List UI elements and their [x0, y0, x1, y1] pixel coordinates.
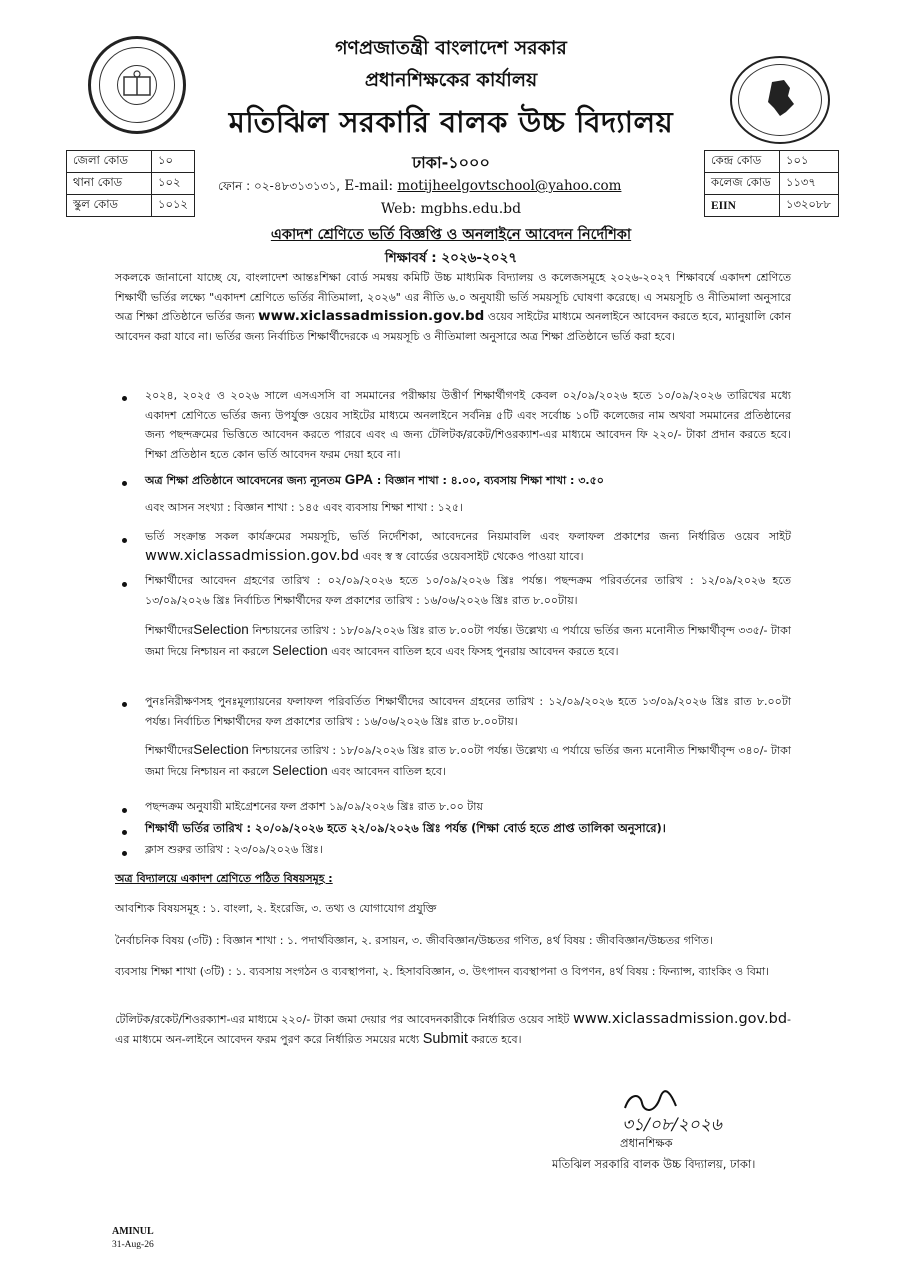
selection-word: Selection [272, 762, 328, 778]
code-value: ১০১২ [152, 195, 195, 217]
admission-url[interactable]: www.xiclassadmission.gov.bd [145, 547, 360, 564]
web-line[interactable]: Web: mgbhs.edu.bd [380, 201, 522, 217]
bullet-eligibility: ২০২৪, ২০২৫ ও ২০২৬ সালে এসএসসি বা সমমানের পরীক্ষায় উত্তীর্ণ শিক্ষার্থীগণই কেবল ০২/০৯/২০২৬ হতে ১০/০৯/২০২৬ তারিখের মধ্যে একাদশ শ্রেণিতে ভর্তির জন্য উপর্যুক্ত ওয়েব সাইটের মাধ্যমে অনলাইনে সর্বনিম্ন ৫টি এবং সর্বোচ্চ ১০টি কলেজের নাম অথবা সমমানের প্রতিষ্ঠানের জন্য পছন্দক্রমের ভিত্তিতে আবেদন করতে পারবে এবং এ জন্য টেলিটক/রকেট/শিওরক্যাশ-এর মাধ্যমে আবেদন ফি ২২০/- টাকা প্রদান করতে হবে। শিক্ষা প্রতিষ্ঠান হতে কোন ভর্তি আবেদন ফরম দেয়া হবে না। [145, 389, 791, 461]
bullet-admission-date: শিক্ষার্থী ভর্তির তারিখ : ২০/০৯/২০২৬ হতে ২২/০৯/২০২৬ খ্রিঃ পর্যন্ত (শিক্ষা বোর্ড হতে প্রাপ্ত তালিকা অনুসারে)। [145, 821, 666, 835]
code-value: ১৩২০৮৮ [780, 195, 839, 217]
email-link[interactable]: motijheelgovtschool@yahoo.com [397, 178, 622, 194]
gpa-values: : বিজ্ঞান শাখা : ৪.০০, ব্যবসায় শিক্ষা শাখা : ৩.৫০ [376, 474, 604, 487]
bullet-dot [122, 808, 127, 813]
code-value: ১১৩৭ [780, 173, 839, 195]
bullet-schedule-info [145, 527, 791, 566]
contact-line [218, 178, 621, 198]
payment-instruction [115, 1010, 791, 1049]
footer-date: 31-Aug-26 [112, 1240, 154, 1250]
payment-end-text: করতে হবে। [471, 1032, 522, 1046]
sel-mid: নিশ্চায়নের তারিখ : ১৮/০৯/২০২৬ খ্রিঃ রাত ৮.০০টা পর্যন্ত। উল্লেখ্য এ পর্যায়ে ভর্তির জন্য মনোনীত শিক্ষার্থীবৃন্দ ৩৩৫/- টাকা জমা দিয়ে নিশ্চায়ন না করলে [145, 624, 791, 658]
admission-url[interactable]: www.xiclassadmission.gov.bd [572, 1011, 788, 1027]
admission-url[interactable]: www.xiclassadmission.gov.bd [258, 308, 485, 324]
notice-title: একাদশ শ্রেণিতে ভর্তি বিজ্ঞপ্তি ও অনলাইনে আবেদন নির্দেশিকা [270, 227, 632, 243]
code-label: EIIN [705, 195, 780, 217]
email-label: E-mail: [344, 178, 394, 194]
compulsory-subjects: আবশ্যিক বিষয়সমূহ : ১. বাংলা, ২. ইংরেজি, ৩. তথ্য ও যোগাযোগ প্রযুক্তি [115, 902, 437, 915]
intro-text: সকলকে জানানো যাচ্ছে যে, বাংলাদেশ আন্তঃশিক্ষা বোর্ড সমন্বয় কমিটি উচ্চ মাধ্যমিক বিদ্যালয় ও কলেজসমূহে ২০২৬-২০২৭ শিক্ষাবর্ষে একাদশ শ্রেণিতে শিক্ষার্থী ভর্তির লক্ষ্যে "একাদশ শ্রেণিতে ভর্তির নীতিমালা, ২০২৬" এর নীতি ৬.০ অনুযায়ী ভর্তি সময়সূচি ঘোষণা করেছে। এ সময়সূচি ও নীতিমালা অনুসারে অত্র শিক্ষা প্রতিষ্ঠানে ভর্তির জন্য [115, 271, 791, 323]
payment-mid-text: -এর মাধ্যমে অন-লাইনে আবেদন ফরম পুরণ করে নির্ধারিত সময়ের মধ্যে [115, 1013, 792, 1046]
bullet-min-gpa [145, 470, 791, 491]
schedule-text: ভর্তি সংক্রান্ত সকল কার্যক্রমের সময়সূচি, ভর্তি নির্দেশিকা, আবেদনের নিয়মাবলি এবং ফলাফল প্রকাশের জন্য নির্ধারিত ওয়েব সাইট [145, 530, 791, 543]
signatory-title: প্রধানশিক্ষক [620, 1136, 673, 1150]
bullet-dot [122, 396, 127, 401]
code-label: কেন্দ্র কোড [705, 151, 780, 173]
bullet-dot [122, 582, 127, 587]
business-subjects: ব্যবসায় শিক্ষা শাখা (৩টি) : ১. ব্যবসায় সংগঠন ও ব্যবস্থাপনা, ২. হিসাববিজ্ঞান, ৩. উৎপাদন ব্যবস্থাপনা ও বিপণন, ৪র্থ বিষয় : ফিন্যান্স, ব্যাংকিং ও বিমা। [115, 965, 770, 978]
office-title: প্রধানশিক্ষকের কার্যালয় [364, 69, 538, 91]
bullet-application-dates: শিক্ষার্থীদের আবেদন গ্রহণের তারিখ : ০২/০৯/২০২৬ হতে ১০/০৯/২০২৬ খ্রিঃ পর্যন্ত। পছন্দক্রম পরিবর্তনের তারিখ : ১২/০৯/২০২৬ হতে ১৩/০৯/২০২৬ খ্রিঃ নির্বাচিত শিক্ষার্থীদের ফল প্রকাশের তারিখ : ১৬/০৬/২০২৬ খ্রিঃ রাত ৮.০০টায়। [145, 574, 791, 607]
gpa-label: GPA [344, 472, 374, 487]
sel-pre: শিক্ষার্থীদের [145, 624, 194, 637]
subjects-heading: অত্র বিদ্যালয়ে একাদশ শ্রেণিতে পঠিত বিষয়সমূহ : [115, 872, 333, 885]
code-value: ১০২ [152, 173, 195, 195]
bullet-dot [122, 538, 127, 543]
bullet-rescrutiny: পুনঃনিরীক্ষণসহ পুনঃমূল্যায়নের ফলাফল পরিবর্তিত শিক্ষার্থীদের আবেদন গ্রহনের তারিখ : ১২/০৯/২০২৬ হতে ১৩/০৯/২০২৬ খ্রিঃ রাত ৮.০০টা পর্যন্ত। নির্বাচিত শিক্ষার্থীদের ফল প্রকাশের তারিখ : ১৬/০৬/২০২৬ খ্রিঃ রাত ৮.০০টায়। [145, 695, 791, 728]
selection-confirmation-1 [145, 620, 791, 661]
code-label: জেলা কোড [67, 151, 152, 173]
seat-count: এবং আসন সংখ্যা : বিজ্ঞান শাখা : ১৪৫ এবং ব্যবসায় শিক্ষা শাখা : ১২৫। [145, 501, 463, 514]
signatory-school: মতিঝিল সরকারি বালক উচ্চ বিদ্যালয়, ঢাকা। [552, 1157, 756, 1171]
selection-word: Selection [272, 642, 328, 658]
submit-word: Submit [422, 1030, 468, 1047]
city-line: ঢাকা-১০০০ [412, 153, 490, 172]
sel-end: এবং আবেদন বাতিল হবে। [331, 764, 446, 778]
code-label: স্কুল কোড [67, 195, 152, 217]
session-line: শিক্ষাবর্ষ : ২০২৬-২০২৭ [384, 250, 518, 266]
school-name: মতিঝিল সরকারি বালক উচ্চ বিদ্যালয় [228, 105, 674, 139]
sel-end: এবং আবেদন বাতিল হবে এবং ফিসহ পুনরায় আবেদন করতে হবে। [331, 644, 619, 658]
bullet-migration: পছন্দক্রম অনুযায়ী মাইগ্রেশনের ফল প্রকাশ ১৯/০৯/২০২৬ খ্রিঃ রাত ৮.০০ টায় [145, 800, 483, 813]
bullet-dot [122, 702, 127, 707]
signature-date: ৩১/০৮/২০২৬ [622, 1115, 722, 1135]
selection-word: Selection [193, 742, 249, 757]
code-value: ১০ [152, 151, 195, 173]
selection-confirmation-2 [145, 740, 791, 781]
intro-end-text: ওয়েব সাইটের মাধ্যমে অনলাইনে আবেদন করতে হবে, ম্যানুয়ালি কোন আবেদন করা যাবে না। ভর্তির জন্য নির্বাচিত শিক্ষার্থীদেরকে এ সময়সূচি ও নীতিমালা অনুসারে অত্র শিক্ষা প্রতিষ্ঠানে ভর্তি করা হবে। [115, 310, 792, 343]
phone-text: ফোন : ০২-৪৮৩১৩১৩১, [218, 179, 341, 193]
code-value: ১০১ [780, 151, 839, 173]
elective-subjects: নৈর্বাচনিক বিষয় (৩টি) : বিজ্ঞান শাখা : ১. পদার্থবিজ্ঞান, ২. রসায়ন, ৩. জীববিজ্ঞান/উচ্চতর গণিত, ৪র্থ বিষয় : জীববিজ্ঞান/উচ্চতর গণিত। [115, 934, 713, 947]
sel-pre: শিক্ষার্থীদের [145, 744, 194, 757]
bullet-dot [122, 830, 127, 835]
code-label: কলেজ কোড [705, 173, 780, 195]
schedule-end-text: এবং স্ব স্ব বোর্ডের ওয়েবসাইট থেকেও পাওয়া যাবে। [362, 549, 584, 563]
payment-text: টেলিটক/রকেট/শিওরক্যাশ-এর মাধ্যমে ২২০/- টাকা জমা দেয়ার পর আবেদনকারীকে নির্ধারিত ওয়েব সাইট [115, 1013, 570, 1026]
bullet-dot [122, 481, 127, 486]
sel-mid: নিশ্চায়নের তারিখ : ১৮/০৯/২০২৬ খ্রিঃ রাত ৮.০০টা পর্যন্ত। উল্লেখ্য এ পর্যায়ে ভর্তির জন্য মনোনীত শিক্ষার্থীবৃন্দ ৩৪০/- টাকা জমা দিয়ে নিশ্চায়ন না করলে [145, 744, 791, 778]
govt-title: গণপ্রজাতন্ত্রী বাংলাদেশ সরকার [335, 37, 567, 59]
selection-word: Selection [193, 622, 249, 637]
code-label: থানা কোড [67, 173, 152, 195]
bullet-dot [122, 851, 127, 856]
bullet-class-start: ক্লাস শুরুর তারিখ : ২৩/০৯/২০২৬ খ্রিঃ। [145, 843, 323, 856]
footer-initials: AMINUL [112, 1226, 154, 1237]
gpa-pre: অত্র শিক্ষা প্রতিষ্ঠানে আবেদনের জন্য ন্যূনতম [145, 474, 341, 487]
intro-paragraph [115, 268, 791, 346]
